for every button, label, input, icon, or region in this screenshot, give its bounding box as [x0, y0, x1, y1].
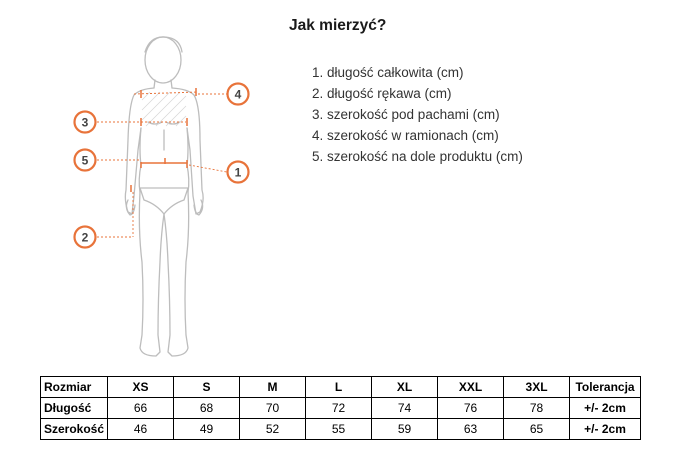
table-cell: 74	[372, 398, 438, 419]
marker-4	[228, 84, 249, 105]
measurement-item-2: 2. długość rękawa (cm)	[312, 86, 452, 101]
table-cell: 66	[108, 398, 174, 419]
table-cell: 72	[306, 398, 372, 419]
size-table-header	[41, 377, 641, 398]
table-cell: 52	[240, 419, 306, 440]
header-cell: 3XL	[504, 377, 570, 398]
header-cell: XL	[372, 377, 438, 398]
table-cell: 65	[504, 419, 570, 440]
table-row	[41, 419, 641, 440]
marker-3-label: 3	[81, 115, 89, 130]
header-cell: XXL	[438, 377, 504, 398]
table-cell: 46	[108, 419, 174, 440]
table-row	[41, 398, 641, 419]
marker-2	[75, 227, 96, 248]
body-measurement-diagram	[0, 0, 300, 370]
header-cell: M	[240, 377, 306, 398]
table-cell: 63	[438, 419, 504, 440]
measurement-item-3: 3. szerokość pod pachami (cm)	[312, 107, 500, 122]
table-cell: 76	[438, 398, 504, 419]
row-label: Szerokość	[41, 419, 108, 440]
marker-5-label: 5	[81, 153, 89, 168]
tolerance-cell: +/- 2cm	[570, 419, 641, 440]
table-cell: 49	[174, 419, 240, 440]
header-cell: XS	[108, 377, 174, 398]
marker-4-label: 4	[234, 87, 242, 102]
table-cell: 78	[504, 398, 570, 419]
marker-2-label: 2	[81, 230, 89, 245]
page-title: Jak mierzyć?	[289, 17, 387, 34]
measurement-item-1: 1. długość całkowita (cm)	[312, 65, 464, 80]
row-label: Długość	[41, 398, 108, 419]
measurement-item-4: 4. szerokość w ramionach (cm)	[312, 128, 499, 143]
body-silhouette	[125, 37, 203, 356]
marker-3	[75, 112, 96, 133]
header-cell: L	[306, 377, 372, 398]
marker-1	[228, 162, 249, 183]
measurement-item-5: 5. szerokość na dole produktu (cm)	[312, 149, 523, 164]
header-cell: S	[174, 377, 240, 398]
header-cell: Rozmiar	[41, 377, 108, 398]
marker-5	[75, 150, 96, 171]
table-cell: 59	[372, 419, 438, 440]
table-cell: 68	[174, 398, 240, 419]
leader-lines	[97, 94, 227, 237]
header-cell: Tolerancja	[570, 377, 641, 398]
table-cell: 55	[306, 419, 372, 440]
table-cell: 70	[240, 398, 306, 419]
tolerance-cell: +/- 2cm	[570, 398, 641, 419]
marker-1-label: 1	[234, 165, 242, 180]
size-table	[40, 376, 641, 440]
shirt-area	[142, 92, 186, 126]
measurement-list	[312, 62, 523, 167]
